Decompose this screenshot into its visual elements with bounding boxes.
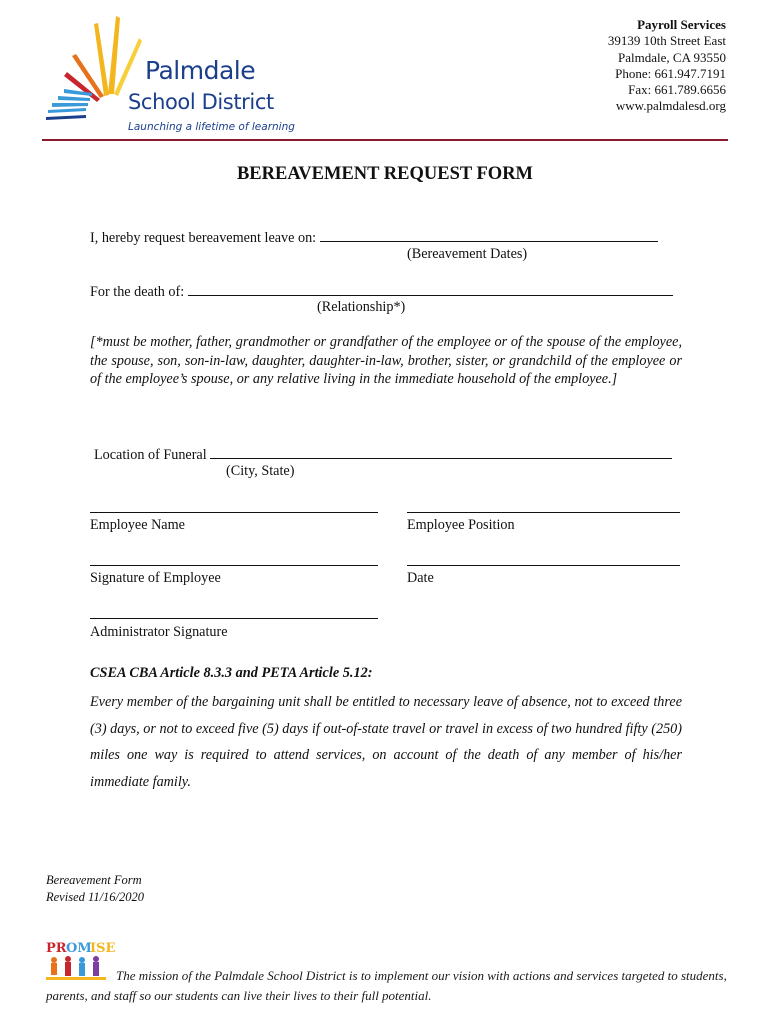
department-name: Payroll Services <box>637 17 726 32</box>
location-label: Location of Funeral <box>94 447 207 463</box>
form-footer <box>46 872 144 906</box>
location-row <box>94 445 672 464</box>
funeral-location-field[interactable] <box>210 445 672 459</box>
admin-signature-label: Administrator Signature <box>90 624 228 640</box>
district-logo <box>42 12 295 137</box>
revised-date: Revised 11/16/2020 <box>46 890 145 904</box>
dates-caption: (Bereavement Dates) <box>407 246 528 262</box>
svg-text:PR: PR <box>46 941 67 956</box>
date-field[interactable] <box>407 565 680 566</box>
phone-number: Phone: 661.947.7191 <box>615 65 726 81</box>
location-caption: (City, State) <box>226 463 295 479</box>
mission-text: The mission of the Palmdale School District is to implement our vision with actions and services targeted to students, parents, and staff so our students can live their lives to their full potential. <box>46 968 727 1003</box>
employee-signature-field[interactable] <box>90 565 378 566</box>
relationship-note: [*must be mother, father, grandmother or grandfather of the employee or of the spouse of the employee, the spouse, son, son-in-law, daughter, daughter-in-law, brother, sister, or grandchild of the employee or of the employee’s spouse, or any relative living in the immediate household of the employee.] <box>90 334 682 387</box>
header-divider <box>42 139 728 141</box>
svg-text:OM: OM <box>66 941 92 956</box>
form-name: Bereavement Form <box>46 873 142 887</box>
employee-name-label: Employee Name <box>90 517 185 533</box>
address-block <box>608 17 726 115</box>
form-title: BEREAVEMENT REQUEST FORM <box>236 164 534 184</box>
relationship-field[interactable] <box>188 282 673 296</box>
admin-signature-field[interactable] <box>90 618 378 619</box>
bereavement-dates-field[interactable] <box>320 228 658 242</box>
employee-name-field[interactable] <box>90 512 378 513</box>
date-label: Date <box>407 570 434 586</box>
street-address: 39139 10th Street East <box>607 33 726 49</box>
death-label: For the death of: <box>90 284 185 300</box>
city-address: Palmdale, CA 93550 <box>618 49 726 65</box>
logo-name: Palmdale <box>145 56 256 85</box>
request-row <box>90 228 658 247</box>
article-heading: CSEA CBA Article 8.3.3 and PETA Article 5.12: <box>90 665 373 681</box>
employee-position-label: Employee Position <box>407 517 515 533</box>
website: www.palmdalesd.org <box>615 98 726 114</box>
mission-statement <box>46 966 746 1006</box>
relationship-caption: (Relationship*) <box>317 299 406 315</box>
request-label: I, hereby request bereavement leave on: <box>90 230 317 246</box>
logo-tagline: Launching a lifetime of learning <box>128 121 295 133</box>
logo-subname: School District <box>128 90 274 114</box>
article-body: Every member of the bargaining unit shall be entitled to necessary leave of absence, not to exceed three (3) days, or not to exceed five (5) days if out-of-state travel or travel in excess of two hundred fifty (250) miles one way is required to attend services, on account of the death of any member of his/her immediate family. <box>90 694 682 790</box>
signature-label: Signature of Employee <box>90 570 221 586</box>
svg-text:ISE: ISE <box>90 941 116 956</box>
employee-position-field[interactable] <box>407 512 680 513</box>
fax-number: Fax: 661.789.6656 <box>628 82 726 98</box>
